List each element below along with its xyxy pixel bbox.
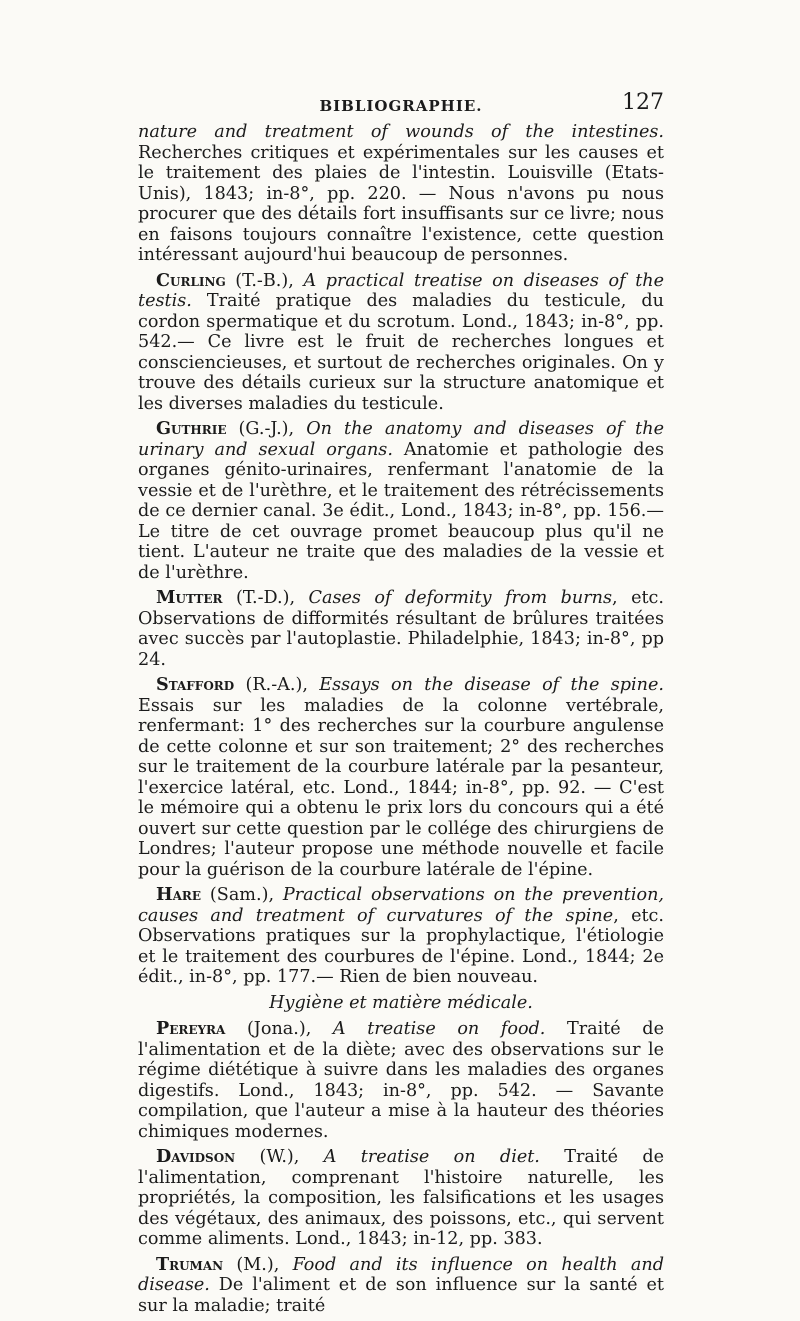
entry-author: Davidson xyxy=(156,1146,236,1167)
entry-initials: (R.-A.), xyxy=(234,675,320,695)
entry-title: A treatise on food. xyxy=(332,1019,546,1039)
entry-text: Essais sur les maladies de la colonne vertébrale, renfermant: 1° des recherches sur la courbure angulense de cette colonne et sur son traitement; 2° des recherches sur le traitement de la courbure latérale par la pesanteur, l'exercice latéral, etc. Lond., 1844; in-8°, pp. 92. — C'est le mémoire qui a obtenu le prix lors du concours qui a été ouvert sur cette question par le collége des chirurgiens de Londres; l'auteur propose une méthode nouvelle et facile pour la guérison de la courbure latérale de l'épine. xyxy=(138,695,664,880)
entry-author: Truman xyxy=(156,1253,224,1275)
bibliography-entry xyxy=(138,1147,664,1250)
entry-title: nature and treatment of wounds of the intestines. xyxy=(138,122,664,142)
entry-author: Mutter xyxy=(156,587,223,608)
entry-initials: (Sam.), xyxy=(201,885,283,905)
entry-author: Guthrie xyxy=(156,418,227,439)
bibliography-entry xyxy=(138,675,664,880)
page-number: 127 xyxy=(622,90,664,115)
entry-text: Traité de l'alimentation et de la diète; avec des observations sur le régime diététique à suivre dans les maladies des organes digestifs. Lond., 1843; in-8°, pp. 542. — Savante compilation, que l'auteur a mise à la hauteur des théories chimiques modernes. xyxy=(138,1019,664,1142)
section-heading: Hygiène et matière médicale. xyxy=(269,992,533,1013)
entry-title: On the anatomy and diseases of the urinary and sexual organs. xyxy=(138,419,664,460)
bibliography-entry xyxy=(138,885,664,988)
entry-initials: (M.), xyxy=(223,1254,293,1275)
entry-initials: (T.-B.), xyxy=(225,270,304,291)
entry-initials: (T.-D.), xyxy=(222,588,309,608)
bibliography-entry xyxy=(138,588,664,670)
entry-title: A treatise on diet. xyxy=(323,1147,540,1167)
entry-text: Anatomie et pathologie des organes génito-urinaires, renfermant l'anatomie de la vessie et de l'urèthre, et le traitement des rétrécissements de ce dernier canal. 3e édit., Lond., 1843; in-8°, pp. 156.— Le titre de cet ouvrage promet beaucoup plus qu'il ne tient. L'auteur ne traite que des maladies de la vessie et de l'urèthre. xyxy=(138,439,664,583)
entry-text: Traité pratique des maladies du testicule, du cordon spermatique et du scrotum. Lond., 1843; in-8°, pp. 542.— Ce livre est le fruit de recherches longues et consciencieuses, et surtout de recherches originales. On y trouve des détails curieux sur la structure anatomique et les diverses maladies du testicule. xyxy=(138,291,664,414)
entry-text: De l'aliment et de son influence sur la santé et sur la maladie; traité xyxy=(138,1275,664,1316)
bibliography-entry xyxy=(138,1019,664,1142)
entry-initials: (W.), xyxy=(235,1147,324,1167)
entry-title: Practical observations on the prevention, causes and treatment of curvatures of the spine xyxy=(138,885,664,926)
entry-author: Stafford xyxy=(156,674,235,695)
bibliography-entry xyxy=(138,419,664,583)
bibliography-entry xyxy=(138,271,664,415)
entry-title: Food and its influence on health and disease. xyxy=(138,1254,664,1295)
bibliography-entry xyxy=(138,122,664,266)
entry-title: Cases of deformity from burns xyxy=(308,588,613,608)
entry-initials: (Jona.), xyxy=(225,1019,333,1039)
entry-author: Hare xyxy=(156,884,202,905)
bibliography-entry xyxy=(138,1255,664,1317)
entry-title: Essays on the disease of the spine. xyxy=(319,675,664,695)
entry-author: Curling xyxy=(156,269,226,291)
running-title: BIBLIOGRAPHIE. xyxy=(319,97,483,115)
entry-text: , etc. Observations pratiques sur la prophylactique, l'étiologie et le traitement des courbures de l'épine. Lond., 1844; 2e édit., in-8°, pp. 177.— Rien de bien nouveau. xyxy=(138,905,664,987)
book-page xyxy=(138,90,665,1321)
entry-author: Pereyra xyxy=(156,1018,226,1039)
entry-initials: (G.-J.), xyxy=(226,419,307,439)
running-header xyxy=(138,90,664,122)
bibliography-body xyxy=(138,122,664,1316)
entry-text: , etc. Observations de difformités résultant de brûlures traitées avec succès par l'autoplastie. Philadelphie, 1843; in-8°, pp 24. xyxy=(138,588,665,670)
entry-text: Traité de l'alimentation, comprenant l'histoire naturelle, les propriétés, la composition, les falsifications et les usages des végétaux, des animaux, des poissons, etc., qui servent comme aliments. Lond., 1843; in-12, pp. 383. xyxy=(138,1147,665,1249)
entry-title: A practical treatise on diseases of the testis. xyxy=(138,270,665,311)
entry-text: Recherches critiques et expérimentales sur les causes et le traitement des plaies de l'intestin. Louisville (Etats-Unis), 1843; in-8°, pp. 220. — Nous n'avons pu nous procurer que des détails fort insuffisants sur ce livre; nous en faisons toujours connaître l'existence, cette question intéressant aujourd'hui beaucoup de personnes. xyxy=(138,142,664,265)
